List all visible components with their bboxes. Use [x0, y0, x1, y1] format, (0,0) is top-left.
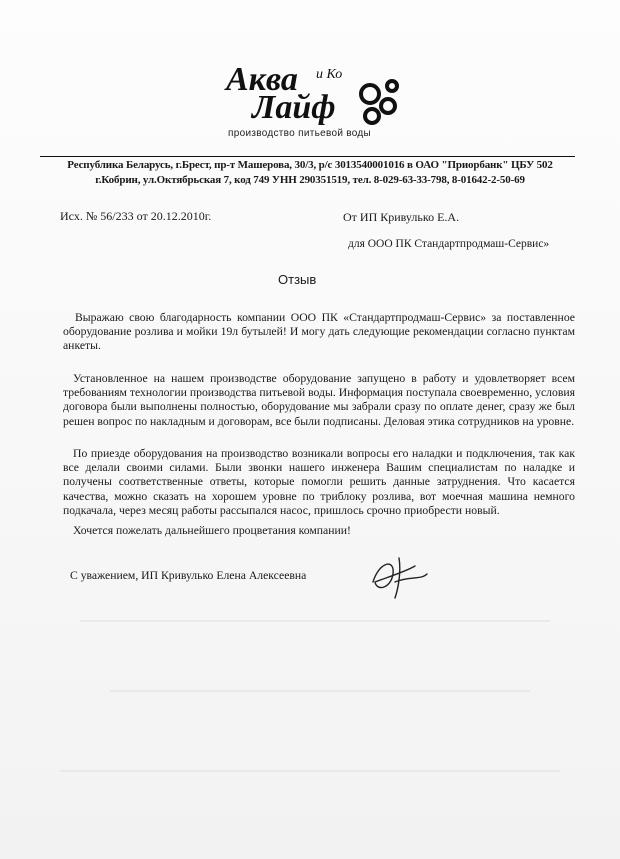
paragraph-4: Хочется пожелать дальнейшего процветания компании! — [73, 524, 351, 537]
paragraph-1: Выражаю свою благодарность компании ООО ПК «Стандартпродмаш-Сервис» за поставленное оборудование розлива и мойки 19л бутылей! И могу дать следующие рекомендации согласно пунктам анкеты. — [63, 311, 575, 353]
logo-suffix: и Ко — [316, 67, 343, 82]
logo-word1: Аква — [226, 61, 298, 98]
outgoing-number: Исх. № 56/233 от 20.12.2010г. — [60, 209, 212, 223]
paragraph-2: Установленное на нашем производстве оборудование запущено в работу и удовлетворяет всем требованиям технологии производства питьевой воды. Информация поступала своевременно, условия договора были выполнены полностью, оборудование мы забрали сразу по оплате денег, сразу же был решен вопрос по накладным и договорам, все были подписаны. Деловая этика сотрудников на уровне. — [63, 372, 575, 428]
scan-artifact — [110, 690, 530, 692]
scan-artifact — [80, 620, 550, 622]
recipient: для ООО ПК Стандартпродмаш-Сервис» — [348, 238, 550, 250]
header-rule — [40, 156, 575, 157]
logo-word2: Лайф — [252, 89, 336, 126]
scan-artifact — [60, 770, 560, 772]
paragraph-3: По приезде оборудования на производство возникали вопросы его наладки и подключения, так как все делали своими силами. Были звонки нашего инженера Вашим специалистам по наладке и получены соответственные ответы, которые помогли решить данные затруднения. Что касается качества, можно сказать на хорошем уровне по триблоку розлива, вот моечная машина немного подкачала, через месяц работы рассыпался насос, пришлось срочно приобрести новый. — [63, 447, 575, 517]
logo-tagline: производство питьевой воды — [228, 128, 372, 139]
closing-line: С уважением, ИП Кривулько Елена Алексеевна — [70, 569, 307, 582]
sender: От ИП Кривулько Е.А. — [343, 210, 460, 224]
header-address-line1: Республика Беларусь, г.Брест, пр-т Машерова, 30/3, р/с 3013540001016 в ОАО "Приорбанк" ЦБУ 502 — [67, 159, 553, 171]
letter-title: Отзыв — [278, 272, 317, 287]
handwritten-signature — [365, 552, 435, 600]
header-address-line2: г.Кобрин, ул.Октябрьская 7, код 749 УНН 290351519, тел. 8-029-63-33-798, 8-01642-2-50-69 — [95, 174, 525, 186]
